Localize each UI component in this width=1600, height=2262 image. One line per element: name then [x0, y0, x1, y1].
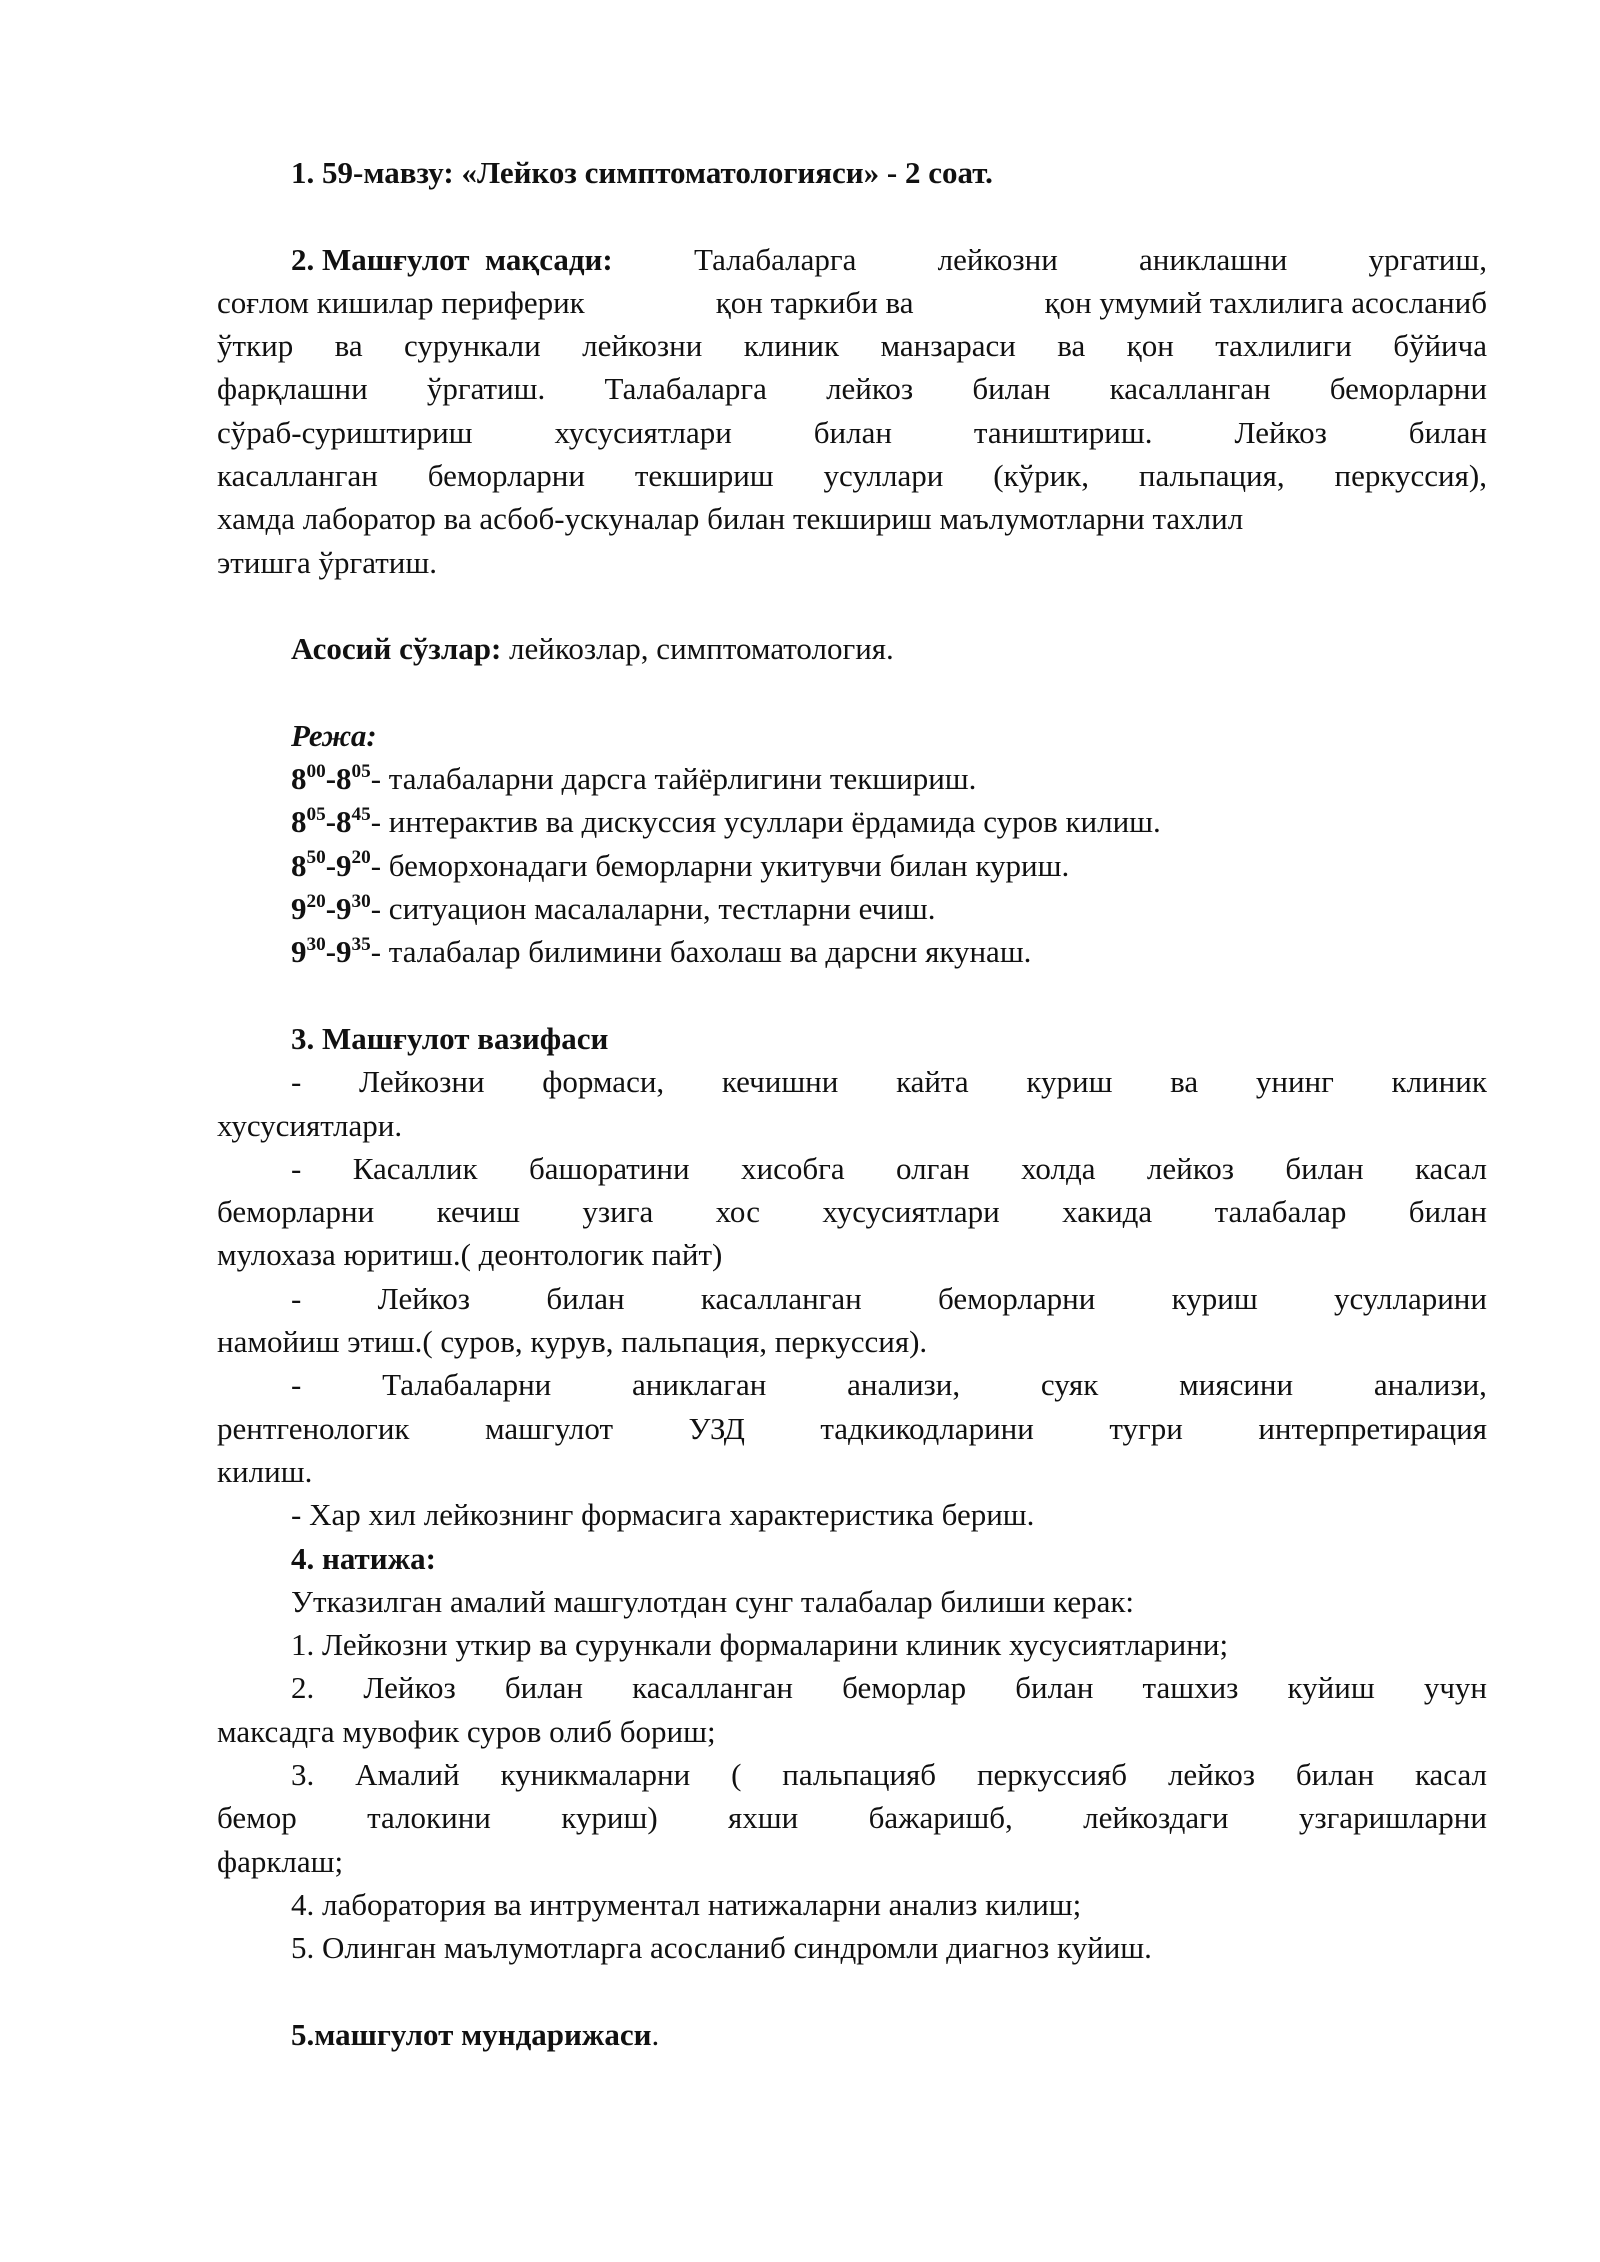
- time-separator: -: [325, 934, 337, 970]
- time-separator: -: [325, 847, 337, 883]
- time-separator: -: [325, 761, 337, 797]
- word: қон умумий тахлилига асосланиб: [1044, 284, 1487, 320]
- goal-word: ургатиш,: [1368, 241, 1487, 277]
- document-content: [217, 151, 1487, 2056]
- word: Амалий: [355, 1756, 460, 1792]
- word: анализи,: [1373, 1367, 1487, 1403]
- word: тадкикодларини: [820, 1410, 1034, 1446]
- word: перкуссия),: [1334, 458, 1487, 494]
- plan-item: [217, 844, 1487, 887]
- spacer: [217, 974, 1487, 1017]
- word: сурункали: [403, 328, 541, 364]
- word: -: [291, 1280, 302, 1316]
- goal-line: [217, 281, 1487, 324]
- time-hour: 9: [291, 934, 307, 970]
- word: бемор: [217, 1800, 297, 1836]
- word: хос: [715, 1194, 760, 1230]
- time-separator: -: [325, 804, 337, 840]
- result-item: фарклаш;: [217, 1843, 344, 1879]
- word: интерпретирация: [1258, 1410, 1487, 1446]
- word: -: [291, 1367, 302, 1403]
- word: узгаришларни: [1298, 1800, 1487, 1836]
- word: билан: [1408, 1194, 1487, 1230]
- word: ва: [1057, 328, 1086, 364]
- goal-heading: 2. Машғулот мақсади:: [291, 241, 613, 277]
- spacer: [217, 1969, 1487, 2012]
- word: формаси,: [542, 1064, 665, 1100]
- word: ташхиз: [1142, 1670, 1239, 1706]
- word: лейкозни: [582, 328, 703, 364]
- plan-item-text: - ситуацион масалаларни, тестларни ечиш.: [370, 891, 936, 927]
- word: башоратини: [528, 1150, 690, 1186]
- result-item: [217, 1753, 1487, 1796]
- word: Лейкоз: [377, 1280, 471, 1316]
- word: суяк: [1040, 1367, 1099, 1403]
- task-line: - Хар хил лейкознинг формасига характеристика бериш.: [291, 1497, 1035, 1533]
- word: касалланган: [1109, 371, 1271, 407]
- goal-word: лейкозни: [937, 241, 1058, 277]
- word: сўраб-суриштириш: [217, 414, 473, 450]
- topic-title: 1. 59-мавзу: «Лейкоз симптоматологияси» - 2 соат.: [291, 155, 993, 190]
- task-line: [217, 1147, 1487, 1190]
- word: билан: [546, 1280, 625, 1316]
- goal-word: аниклашни: [1139, 241, 1288, 277]
- time-hour: 8: [336, 804, 352, 840]
- word: билан: [504, 1670, 584, 1706]
- keywords-line: [217, 627, 1487, 670]
- word: пальпацияб: [782, 1756, 937, 1792]
- time-hour: 8: [336, 761, 352, 797]
- result-item: 4. лаборатория ва интрументал натижаларни анализ килиш;: [291, 1886, 1082, 1922]
- task-line: килиш.: [217, 1453, 313, 1489]
- time-hour: 8: [291, 804, 307, 840]
- word: пальпация,: [1138, 458, 1285, 494]
- time-hour: 9: [291, 891, 307, 927]
- word: касал: [1414, 1756, 1487, 1792]
- word: тугри: [1109, 1410, 1183, 1446]
- word: таништириш.: [973, 414, 1153, 450]
- word: Касаллик: [352, 1150, 478, 1186]
- time-hour: 8: [291, 761, 307, 797]
- time-minutes: 30: [306, 934, 326, 956]
- time-minutes: 05: [351, 760, 371, 782]
- word: хусусиятлари: [554, 414, 732, 450]
- spacer: [217, 671, 1487, 714]
- word: холда: [1021, 1150, 1096, 1186]
- keywords-text: лейкозлар, симптоматология.: [501, 631, 894, 667]
- word: билан: [1285, 1150, 1364, 1186]
- word: -: [291, 1064, 302, 1100]
- goal-line: [217, 454, 1487, 497]
- spacer: [217, 194, 1487, 237]
- plan-item: [217, 930, 1487, 973]
- word: билан: [972, 371, 1051, 407]
- word: учун: [1423, 1670, 1487, 1706]
- result-section: [217, 1537, 1487, 1970]
- word: лейкоз: [826, 371, 914, 407]
- word: билан: [1295, 1756, 1375, 1792]
- contents-heading: 5.машгулот мундарижаси: [291, 2016, 652, 2052]
- result-item: 1. Лейкозни уткир ва сурункали формаларини клиник хусусиятларини;: [291, 1627, 1229, 1663]
- goal-word: Талабаларга: [693, 241, 857, 277]
- goal-line: [217, 411, 1487, 454]
- time-minutes: 20: [306, 890, 326, 912]
- plan-item-text: - талабаларни дарсга тайёрлигини текшириш.: [370, 761, 977, 797]
- word: ва: [334, 328, 363, 364]
- task-line: [217, 1277, 1487, 1320]
- plan-item: [217, 887, 1487, 930]
- plan-item-text: - беморхонадаги беморларни укитувчи билан куриш.: [370, 847, 1070, 883]
- task-line: хусусиятлари.: [217, 1107, 403, 1143]
- goal-last-line: этишга ўргатиш.: [217, 544, 437, 580]
- word: беморларни: [427, 458, 585, 494]
- time-hour: 9: [336, 847, 352, 883]
- plan-item-text: - талабалар билимини бахолаш ва дарсни якунаш.: [370, 934, 1032, 970]
- task-line: [217, 1190, 1487, 1233]
- word: текшириш: [634, 458, 774, 494]
- task-line: мулохаза юритиш.( деонтологик пайт): [217, 1237, 723, 1273]
- time-hour: 9: [336, 891, 352, 927]
- time-separator: -: [325, 891, 337, 927]
- spacer: [217, 584, 1487, 627]
- word: кайта: [896, 1064, 969, 1100]
- word: олган: [896, 1150, 970, 1186]
- time-minutes: 30: [351, 890, 371, 912]
- word: талокини: [367, 1800, 491, 1836]
- word: 3.: [291, 1756, 315, 1792]
- word: лейкоз: [1146, 1150, 1234, 1186]
- goal-line: [217, 324, 1487, 367]
- word: куриш: [1171, 1280, 1258, 1316]
- plan-item: [217, 800, 1487, 843]
- word: ва: [1170, 1064, 1199, 1100]
- word: клиник: [1391, 1064, 1487, 1100]
- word: билан: [813, 414, 892, 450]
- plan-item: [217, 757, 1487, 800]
- word: беморларни: [1329, 371, 1487, 407]
- word: Талабаларга: [604, 371, 767, 407]
- task-line: [217, 1060, 1487, 1103]
- word: билан: [1408, 414, 1487, 450]
- contents-heading-line: [217, 2013, 1487, 2056]
- word: Лейкозни: [359, 1064, 485, 1100]
- word: куриш: [1026, 1064, 1113, 1100]
- word: узига: [582, 1194, 654, 1230]
- word: касалланган: [217, 458, 378, 494]
- word: билан: [1015, 1670, 1094, 1706]
- result-intro: Утказилган амалий машгулотдан сунг талабалар билиши керак:: [291, 1583, 1135, 1619]
- word: УЗД: [688, 1410, 745, 1446]
- word: қон: [1126, 328, 1174, 364]
- word: кечиш: [436, 1194, 520, 1230]
- word: унинг: [1255, 1064, 1334, 1100]
- word: фарқлашни: [217, 371, 368, 407]
- word: хакида: [1062, 1194, 1153, 1230]
- word: клиник: [743, 328, 840, 364]
- word: машгулот: [485, 1410, 613, 1446]
- word: беморлар: [842, 1670, 967, 1706]
- plan-list: [217, 757, 1487, 973]
- goal-section: [217, 238, 1487, 584]
- word: талабалар: [1214, 1194, 1347, 1230]
- word: хусусиятлари: [822, 1194, 1000, 1230]
- word: -: [291, 1150, 302, 1186]
- word: беморларни: [217, 1194, 375, 1230]
- word: бўйича: [1393, 328, 1487, 364]
- time-hour: 8: [291, 847, 307, 883]
- word: куриш): [561, 1800, 658, 1836]
- word: қон таркиби ва: [715, 284, 914, 320]
- time-minutes: 20: [351, 847, 371, 869]
- contents-suffix: .: [651, 2016, 660, 2052]
- word: миясини: [1179, 1367, 1294, 1403]
- task-line: [217, 1363, 1487, 1406]
- result-item: максадга мувофик суров олиб бориш;: [217, 1713, 716, 1749]
- result-item: 5. Олинган маълумотларга асосланиб синдромли диагноз куйиш.: [291, 1930, 1152, 1966]
- plan-label: Режа:: [291, 717, 377, 753]
- word: беморларни: [938, 1280, 1096, 1316]
- word: касалланган: [632, 1670, 793, 1706]
- plan-item-text: - интерактив ва дискуссия усуллари ёрдамида суров килиш.: [370, 804, 1161, 840]
- word: Талабаларни: [382, 1367, 552, 1403]
- word: усуллари: [823, 458, 944, 494]
- word: тахлилиги: [1215, 328, 1352, 364]
- word: 2.: [291, 1670, 315, 1706]
- word: (: [731, 1756, 742, 1792]
- word: Лейкоз: [363, 1670, 456, 1706]
- word: куникмаларни: [500, 1756, 691, 1792]
- word: соғлом кишилар периферик: [217, 284, 585, 320]
- word: кечишни: [721, 1064, 839, 1100]
- word: касалланган: [700, 1280, 862, 1316]
- word: хисобга: [741, 1150, 845, 1186]
- keywords-label: Асосий сўзлар:: [291, 631, 502, 667]
- word: ўткир: [217, 328, 294, 364]
- time-minutes: 35: [351, 934, 371, 956]
- word: Лейкоз: [1234, 414, 1327, 450]
- goal-first-line: [217, 238, 1487, 281]
- result-heading: 4. натижа:: [291, 1540, 436, 1576]
- time-minutes: 45: [351, 804, 371, 826]
- result-item: [217, 1796, 1487, 1839]
- time-hour: 9: [336, 934, 352, 970]
- result-item: [217, 1666, 1487, 1709]
- word: лейкоздаги: [1083, 1800, 1229, 1836]
- tasks-section: [217, 1017, 1487, 1537]
- time-minutes: 05: [306, 804, 326, 826]
- task-line: намойиш этиш.( суров, курув, пальпация, перкуссия).: [217, 1324, 928, 1360]
- word: аниклаган: [632, 1367, 767, 1403]
- word: бажаришб,: [868, 1800, 1013, 1836]
- word: манзараси: [880, 328, 1016, 364]
- word: куйиш: [1287, 1670, 1375, 1706]
- tasks-heading: 3. Машғулот вазифаси: [291, 1020, 609, 1056]
- word: анализи,: [847, 1367, 961, 1403]
- word: усулларини: [1334, 1280, 1487, 1316]
- word: перкуссияб: [976, 1756, 1128, 1792]
- word: яхши: [728, 1800, 799, 1836]
- plan-section: [217, 714, 1487, 974]
- goal-line: [217, 367, 1487, 410]
- word: рентгенологик: [217, 1410, 410, 1446]
- time-minutes: 50: [306, 847, 326, 869]
- time-minutes: 00: [306, 760, 326, 782]
- word: ўргатиш.: [426, 371, 546, 407]
- goal-line: [217, 497, 1487, 540]
- task-line: [217, 1407, 1487, 1450]
- word: лейкоз: [1167, 1756, 1256, 1792]
- word: касал: [1414, 1150, 1487, 1186]
- word: хамда лаборатор ва асбоб-ускуналар билан текшириш маълумотларни тахлил: [217, 501, 1244, 537]
- word: (кўрик,: [993, 458, 1089, 494]
